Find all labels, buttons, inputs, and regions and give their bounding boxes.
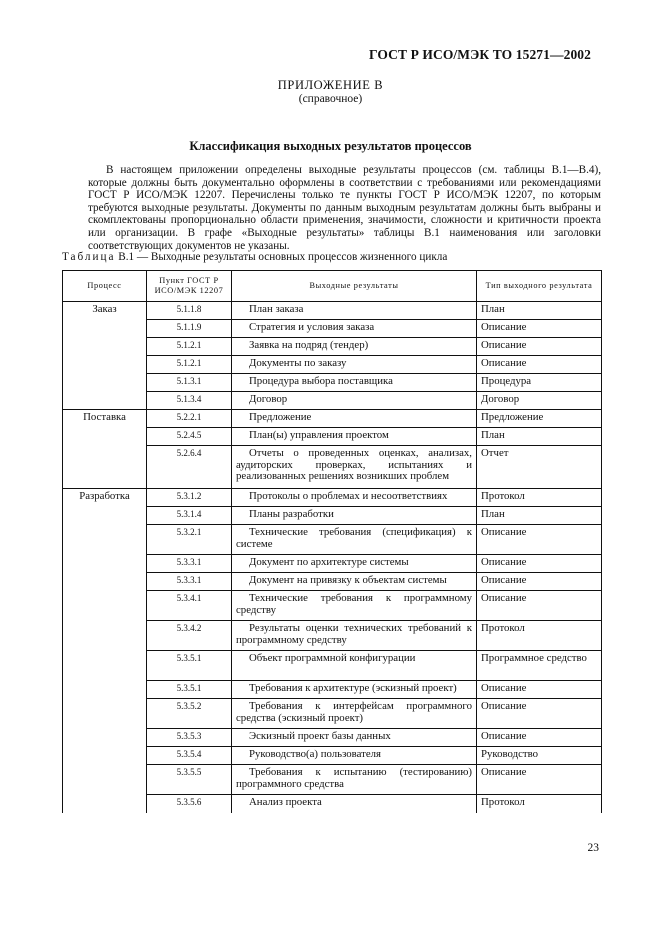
output-cell	[232, 489, 477, 507]
output-text: Требования к архитектуре (эскизный проект)	[249, 682, 457, 694]
output-text: Документы по заказу	[249, 357, 347, 369]
output-type-cell: Руководство	[477, 747, 602, 765]
appendix-label: ПРИЛОЖЕНИЕ В	[277, 78, 384, 92]
output-cell	[232, 446, 477, 489]
output-text: Предложение	[249, 411, 312, 423]
output-cell	[232, 651, 477, 681]
output-type-cell: Описание	[477, 573, 602, 591]
running-header: ГОСТ Р ИСО/МЭК ТО 15271—2002	[369, 47, 591, 62]
clause-cell: 5.3.5.3	[147, 729, 232, 747]
clause-cell: 5.2.4.5	[147, 428, 232, 446]
output-cell	[232, 681, 477, 699]
output-text: Заявка на подряд (тендер)	[249, 339, 369, 351]
output-type-cell: Описание	[477, 320, 602, 338]
output-type-cell: Предложение	[477, 410, 602, 428]
page-number: 23	[587, 842, 599, 854]
column-header: Процесс	[63, 271, 147, 302]
output-type-cell: Процедура	[477, 374, 602, 392]
output-type-cell: План	[477, 302, 602, 320]
table-caption-text: В.1 — Выходные результаты основных процессов жизненного цикла	[115, 251, 448, 263]
clause-cell: 5.1.1.9	[147, 320, 232, 338]
clause-cell: 5.3.3.1	[147, 573, 232, 591]
output-type-cell: Описание	[477, 681, 602, 699]
output-text: План(ы) управления проектом	[249, 429, 389, 441]
output-cell	[232, 374, 477, 392]
output-cell	[232, 410, 477, 428]
column-header: Тип выходного результата	[477, 271, 602, 302]
output-type-cell: План	[477, 428, 602, 446]
column-header: Выходные результаты	[232, 271, 477, 302]
output-type-cell: Программное средство	[477, 651, 602, 681]
clause-cell: 5.3.4.1	[147, 591, 232, 621]
output-cell	[232, 621, 477, 651]
clause-cell: 5.3.5.4	[147, 747, 232, 765]
output-text: Объект программной конфигурации	[249, 652, 416, 664]
output-cell	[232, 699, 477, 729]
output-text: Договор	[249, 393, 288, 405]
appendix-note: (справочное)	[298, 93, 363, 105]
output-text: Руководство(а) пользователя	[249, 748, 381, 760]
output-text: Требования к интерфейсам программного средства (эскизный проект)	[236, 700, 472, 724]
output-text: Стратегия и условия заказа	[249, 321, 375, 333]
clause-cell: 5.3.5.1	[147, 681, 232, 699]
output-text: План заказа	[249, 303, 304, 315]
clause-cell: 5.1.3.1	[147, 374, 232, 392]
output-cell	[232, 356, 477, 374]
output-cell	[232, 338, 477, 356]
output-type-cell: Описание	[477, 729, 602, 747]
output-cell	[232, 507, 477, 525]
output-type-cell: Протокол	[477, 621, 602, 651]
output-text: Анализ проекта	[249, 796, 322, 808]
output-cell	[232, 765, 477, 795]
output-cell	[232, 428, 477, 446]
clause-cell: 5.3.5.6	[147, 795, 232, 813]
section-title: Классификация выходных результатов процессов	[189, 139, 472, 153]
table-row	[63, 302, 602, 320]
output-cell	[232, 729, 477, 747]
output-type-cell: План	[477, 507, 602, 525]
intro-paragraph: В настоящем приложении определены выходные результаты процессов (см. таблицы В.1—В.4), которые должны быть документально оформлены в соответствии с требованиями или рекомендациями ГОСТ Р ИСО/МЭК 12207. Перечислены только те пункты ГОСТ Р ИСО/МЭК 12207, по которым требуются выходные результаты. Документы по данным выходным результатам должны быть выбраны и скомплектованы пропорционально области применения, значимости, сложности и критичности проекта или организации. В графе «Выходные результаты» таблицы В.1 наименования или заголовки соответствующих документов не указаны.	[88, 164, 601, 252]
table-caption-prefix: Таблица	[62, 251, 116, 263]
clause-cell: 5.2.2.1	[147, 410, 232, 428]
table-body	[63, 302, 602, 813]
clause-cell: 5.3.1.4	[147, 507, 232, 525]
clause-cell: 5.1.2.1	[147, 356, 232, 374]
output-type-cell: Описание	[477, 555, 602, 573]
output-text: Документ по архитектуре системы	[249, 556, 409, 568]
table-caption	[62, 251, 447, 263]
output-type-cell: Протокол	[477, 489, 602, 507]
clause-cell: 5.1.3.4	[147, 392, 232, 410]
output-cell	[232, 747, 477, 765]
output-cell	[232, 525, 477, 555]
clause-cell: 5.3.3.1	[147, 555, 232, 573]
output-text: Технические требования (спецификация) к системе	[236, 526, 472, 550]
process-cell: Разработка	[63, 489, 147, 813]
output-text: Планы разработки	[249, 508, 334, 520]
output-text: Требования к испытанию (тестированию) программного средства	[236, 766, 472, 790]
clause-cell: 5.1.2.1	[147, 338, 232, 356]
output-type-cell: Описание	[477, 356, 602, 374]
output-type-cell: Отчет	[477, 446, 602, 489]
output-type-cell: Протокол	[477, 795, 602, 813]
clause-cell: 5.3.5.2	[147, 699, 232, 729]
output-type-cell: Описание	[477, 765, 602, 795]
output-type-cell: Описание	[477, 525, 602, 555]
clause-cell: 5.3.5.1	[147, 651, 232, 681]
output-text: Эскизный проект базы данных	[249, 730, 391, 742]
output-cell	[232, 320, 477, 338]
process-cell: Поставка	[63, 410, 147, 489]
output-type-cell: Описание	[477, 338, 602, 356]
clause-cell: 5.3.4.2	[147, 621, 232, 651]
table-row	[63, 410, 602, 428]
output-text: Результаты оценки технических требований к программному средству	[236, 622, 472, 646]
output-cell	[232, 302, 477, 320]
output-cell	[232, 555, 477, 573]
output-text: Процедура выбора поставщика	[249, 375, 393, 387]
process-cell: Заказ	[63, 302, 147, 410]
output-cell	[232, 573, 477, 591]
clause-cell: 5.3.1.2	[147, 489, 232, 507]
output-type-cell: Договор	[477, 392, 602, 410]
output-text: Отчеты о проведенных оценках, анализах, аудиторских проверках, испытаниях и реализованных решениях возникших проблем	[236, 447, 472, 483]
clause-cell: 5.2.6.4	[147, 446, 232, 489]
output-text: Документ на привязку к объектам системы	[249, 574, 447, 586]
output-text: Технические требования к программному средству	[236, 592, 472, 616]
clause-cell: 5.3.2.1	[147, 525, 232, 555]
outputs-table	[62, 270, 602, 813]
clause-cell: 5.1.1.8	[147, 302, 232, 320]
output-cell	[232, 591, 477, 621]
table-header-row	[63, 271, 602, 302]
output-cell	[232, 392, 477, 410]
output-type-cell: Описание	[477, 699, 602, 729]
output-cell	[232, 795, 477, 813]
output-text: Протоколы о проблемах и несоответствиях	[249, 490, 448, 502]
column-header: Пункт ГОСТ Р ИСО/МЭК 12207	[147, 271, 232, 302]
output-type-cell: Описание	[477, 591, 602, 621]
clause-cell: 5.3.5.5	[147, 765, 232, 795]
table-row	[63, 489, 602, 507]
